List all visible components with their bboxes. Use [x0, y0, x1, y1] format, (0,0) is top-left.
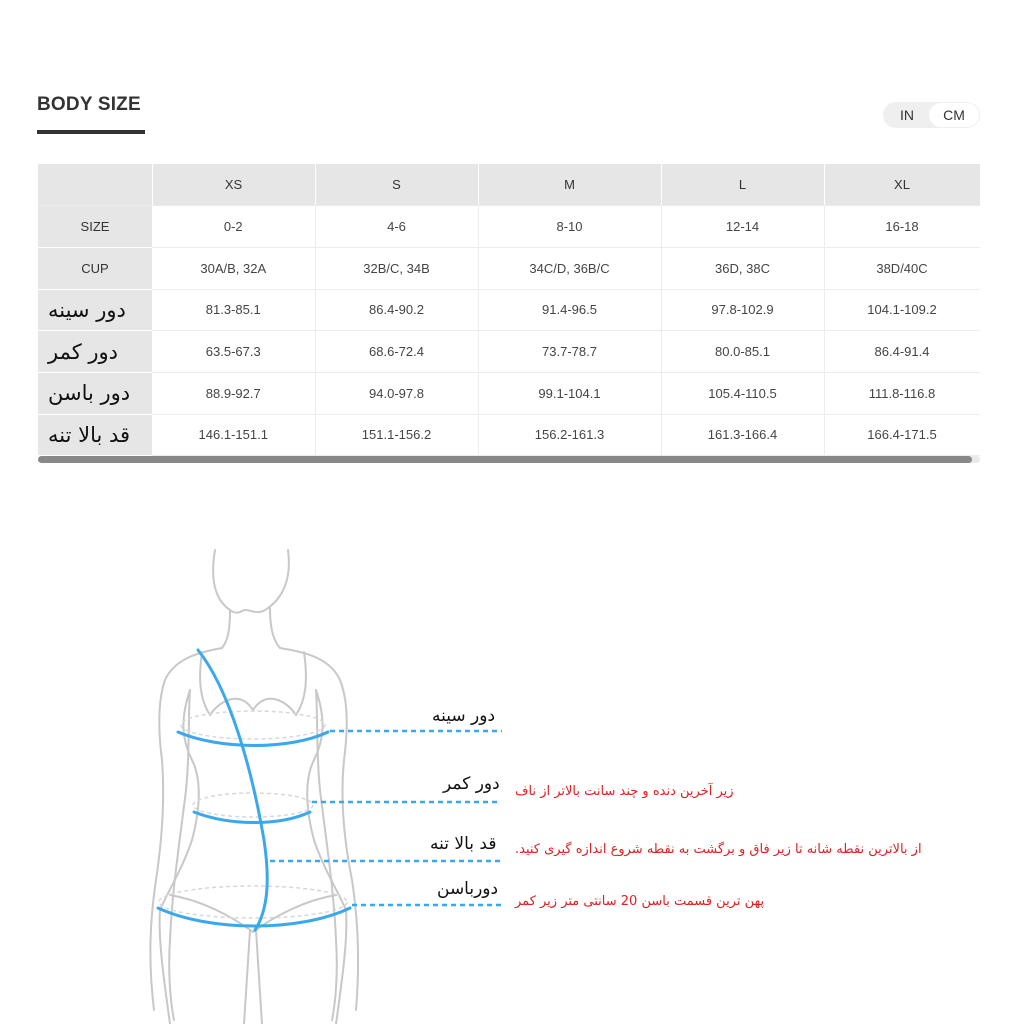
size-table-container — [38, 164, 980, 464]
table-cell: 156.2-161.3 — [478, 414, 661, 456]
table-cell: 111.8-116.8 — [824, 372, 980, 414]
table-cell: 38D/40C — [824, 247, 980, 289]
table-cell: 0-2 — [152, 206, 315, 248]
torso-note: از بالاترین نقطه شانه تا زیر فاق و برگشت به نقطه شروع اندازه گیری کنید. — [515, 842, 922, 857]
table-cell: 88.9-92.7 — [152, 372, 315, 414]
bust-label: دور سینه — [432, 706, 496, 726]
hip-note: پهن ترین قسمت باسن 20 سانتی متر زیر کمر — [515, 894, 765, 909]
table-row — [38, 331, 980, 373]
table-scrollbar[interactable] — [38, 456, 980, 463]
table-cell: 104.1-109.2 — [824, 289, 980, 331]
waist-note: زیر آخرین دنده و چند سانت بالاتر از ناف — [515, 784, 734, 799]
scrollbar-thumb[interactable] — [38, 456, 972, 463]
table-cell: 68.6-72.4 — [315, 331, 478, 373]
table-row — [38, 414, 980, 456]
table-cell: 94.0-97.8 — [315, 372, 478, 414]
hip-label: دورباسن — [437, 879, 499, 899]
row-header: قد بالا تنه — [38, 414, 152, 456]
table-cell: 81.3-85.1 — [152, 289, 315, 331]
table-cell: 161.3-166.4 — [661, 414, 824, 456]
row-header: CUP — [38, 247, 152, 289]
table-corner — [38, 164, 152, 206]
table-row — [38, 372, 980, 414]
table-cell: 91.4-96.5 — [478, 289, 661, 331]
table-cell: 12-14 — [661, 206, 824, 248]
table-row — [38, 206, 980, 248]
row-header: SIZE — [38, 206, 152, 248]
table-cell: 30A/B, 32A — [152, 247, 315, 289]
column-header: XL — [824, 164, 980, 206]
row-header: دور باسن — [38, 372, 152, 414]
table-cell: 151.1-156.2 — [315, 414, 478, 456]
hip-measure-line — [158, 908, 350, 926]
table-cell: 8-10 — [478, 206, 661, 248]
unit-option-in[interactable]: IN — [900, 107, 914, 123]
guide-lines — [159, 711, 347, 918]
table-cell: 105.4-110.5 — [661, 372, 824, 414]
table-cell: 34C/D, 36B/C — [478, 247, 661, 289]
table-cell: 4-6 — [315, 206, 478, 248]
table-cell: 86.4-90.2 — [315, 289, 478, 331]
row-header: دور سینه — [38, 289, 152, 331]
column-header: S — [315, 164, 478, 206]
row-header: دور کمر — [38, 331, 152, 373]
table-cell: 63.5-67.3 — [152, 331, 315, 373]
title-underline — [37, 130, 145, 134]
unit-toggle[interactable] — [883, 102, 980, 128]
table-cell: 97.8-102.9 — [661, 289, 824, 331]
table-cell: 146.1-151.1 — [152, 414, 315, 456]
table-cell: 16-18 — [824, 206, 980, 248]
table-row — [38, 247, 980, 289]
waist-label: دور کمر — [443, 774, 500, 794]
unit-option-cm[interactable]: CM — [929, 103, 979, 127]
table-row — [38, 289, 980, 331]
size-table — [38, 164, 980, 456]
table-cell: 99.1-104.1 — [478, 372, 661, 414]
table-cell: 166.4-171.5 — [824, 414, 980, 456]
table-cell: 86.4-91.4 — [824, 331, 980, 373]
table-cell: 73.7-78.7 — [478, 331, 661, 373]
torso-label: قد بالا تنه — [430, 834, 497, 854]
table-cell: 32B/C, 34B — [315, 247, 478, 289]
table-cell: 36D, 38C — [661, 247, 824, 289]
table-header-row — [38, 164, 980, 206]
column-header: M — [478, 164, 661, 206]
column-header: L — [661, 164, 824, 206]
column-header: XS — [152, 164, 315, 206]
page-title: BODY SIZE — [37, 94, 141, 115]
table-cell: 80.0-85.1 — [661, 331, 824, 373]
